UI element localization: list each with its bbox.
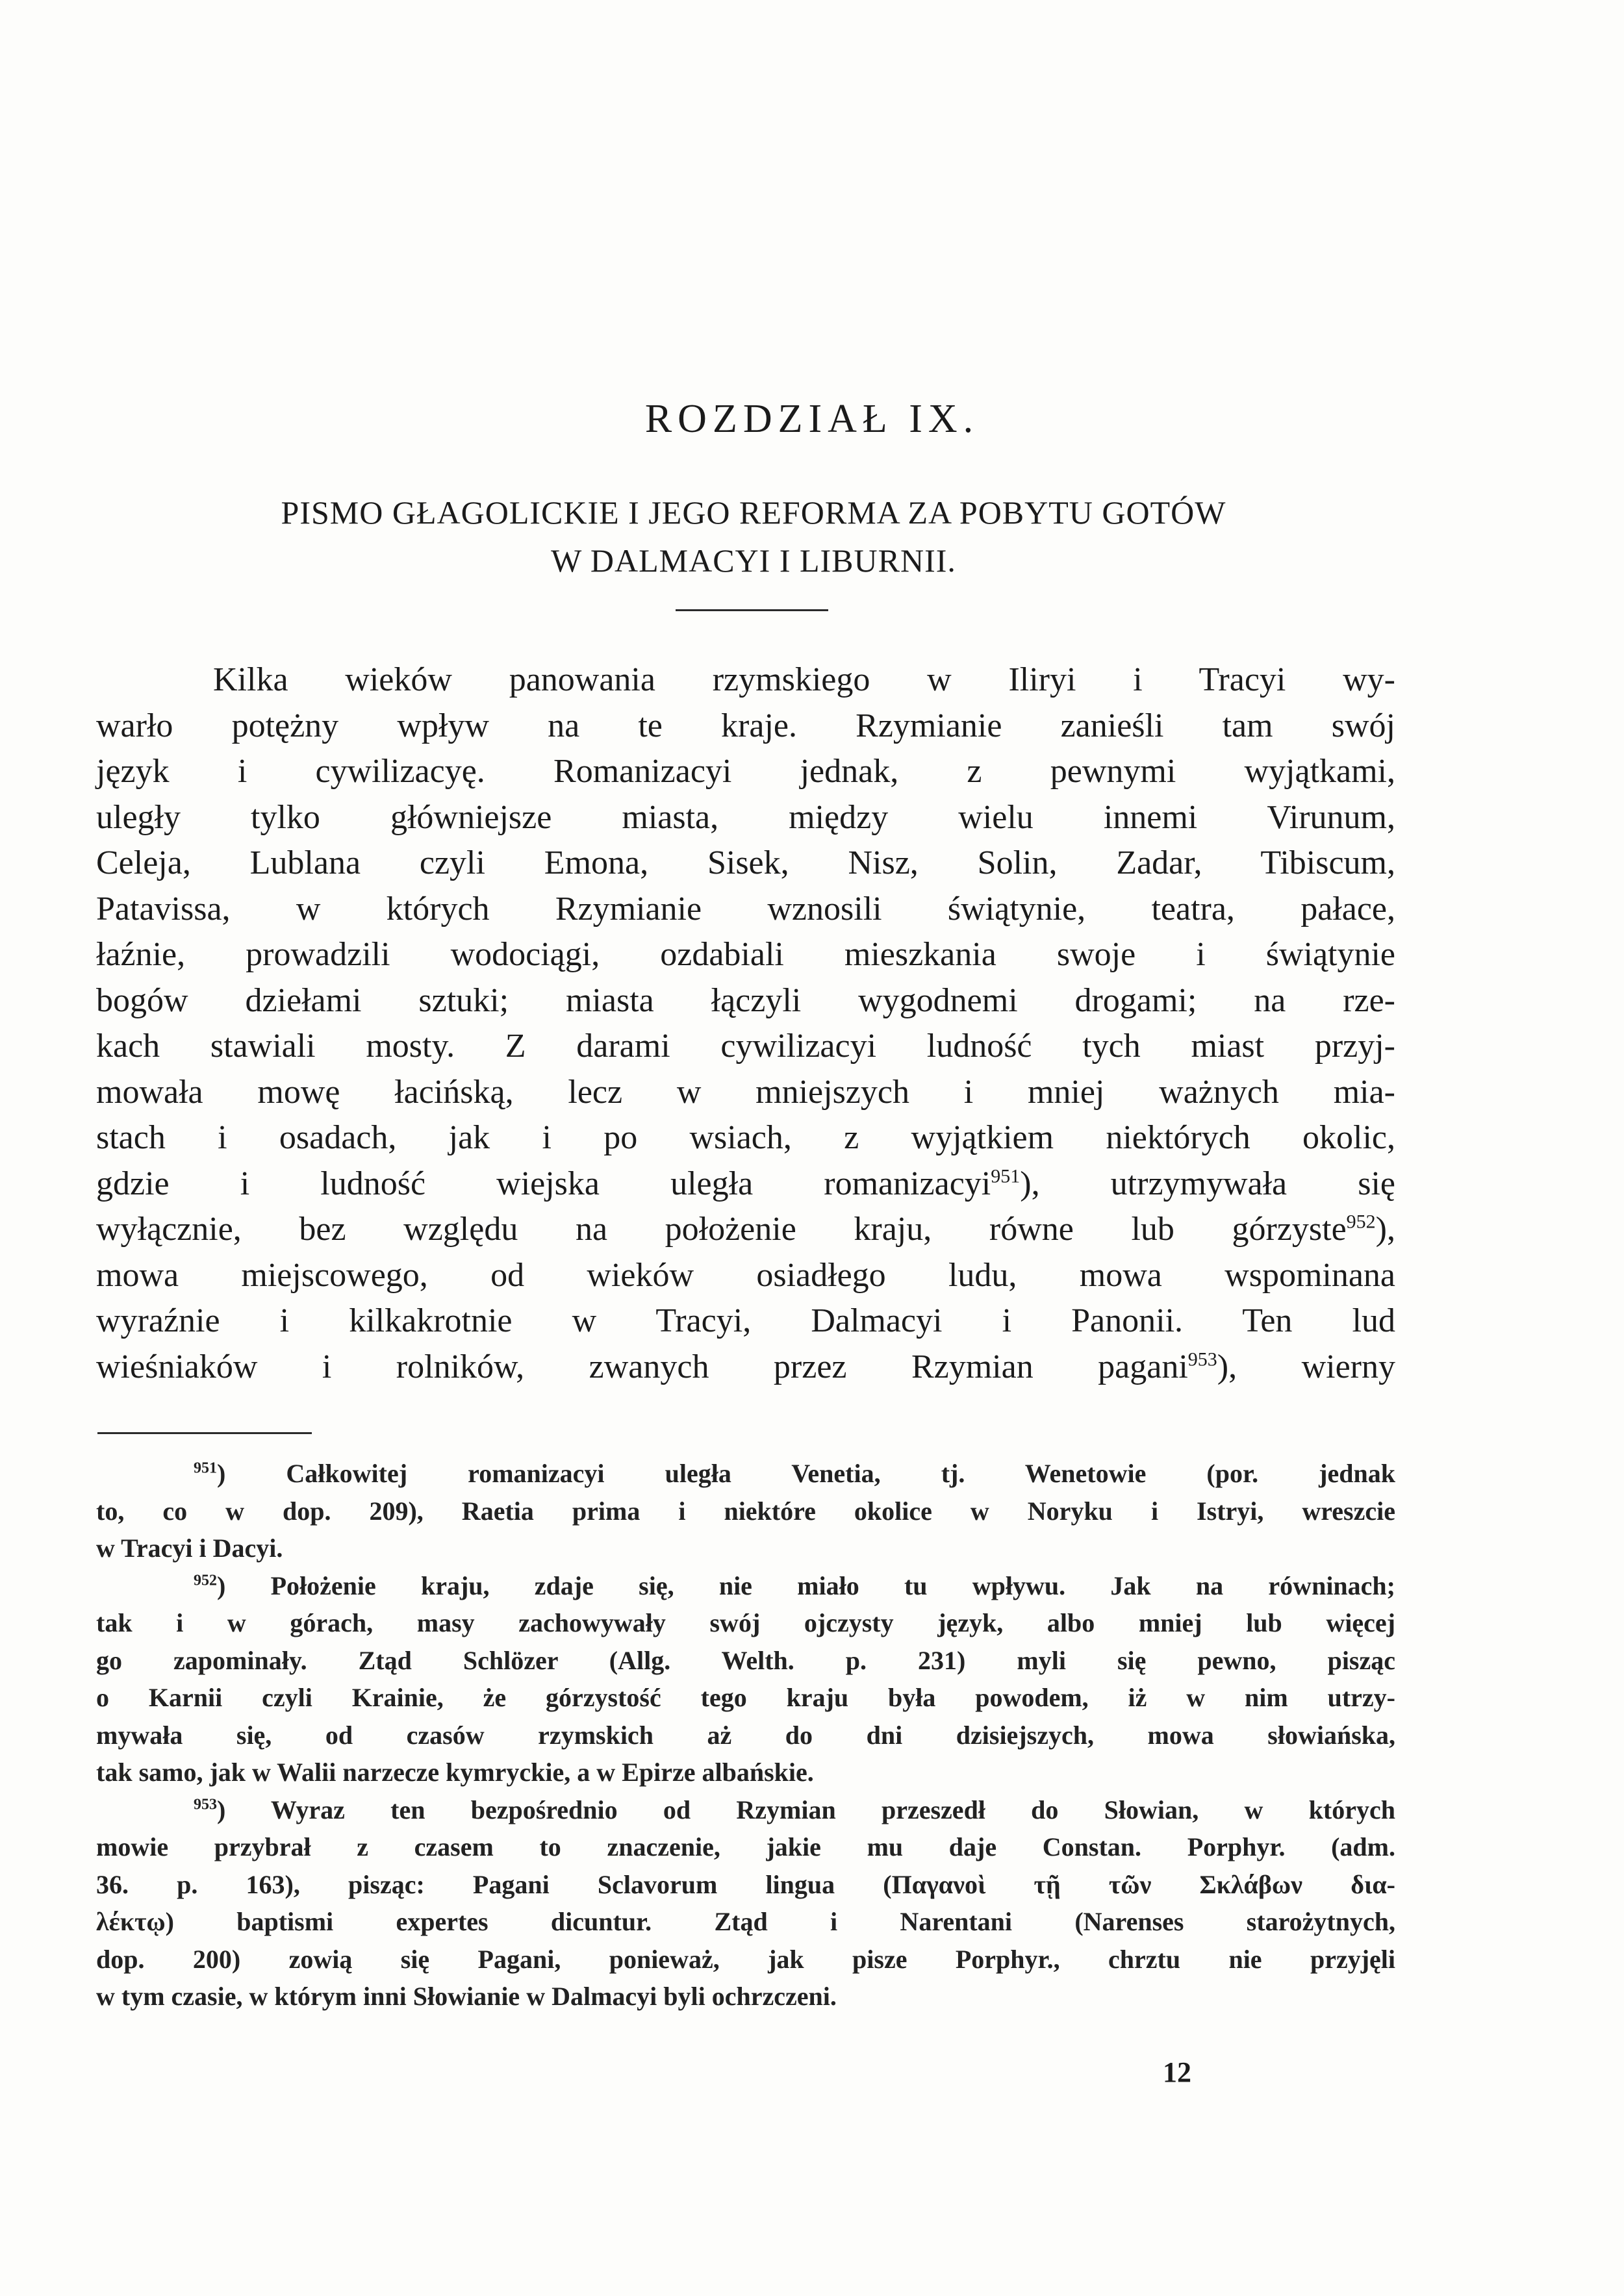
body-line: uległy tylko główniejsze miasta, między wielu innemi Virunum, (96, 798, 1395, 836)
body-line: Celeja, Lublana czyli Emona, Sisek, Nisz, Solin, Zadar, Tibiscum, (96, 844, 1395, 881)
footnote-line: dop. 200) zowią się Pagani, ponieważ, jak pisze Porphyr., chrztu nie przyjęli (96, 1944, 1395, 1974)
body-line: język i cywilizacyę. Romanizacyi jednak, z pewnymi wyjątkami, (96, 753, 1395, 790)
body-line: Kilka wieków panowania rzymskiego w Iliryi i Tracyi wy- (213, 661, 1395, 698)
footnote-line: w Tracyi i Dacyi. (96, 1533, 283, 1563)
body-line: gdzie i ludność wiejska uległa romanizacyi$^{951}$), utrzymywała się (96, 1165, 1395, 1202)
body-line: wyłącznie, bez względu na położenie kraju, równe lub górzyste$^{952}$), (96, 1211, 1395, 1248)
footnote-line: mywała się, od czasów rzymskich aż do dni dzisiejszych, mowa słowiańska, (96, 1720, 1395, 1750)
body-line: kach stawiali mosty. Z darami cywilizacyi ludność tych miast przyj- (96, 1028, 1395, 1065)
footnote-line: 36. p. 163), pisząc: Pagani Sclavorum lingua (Παγανοὶ τῇ τῶν Σκλάβων δια- (96, 1869, 1395, 1899)
footnotes (96, 1455, 1395, 2015)
body-line: mowa miejscowego, od wieków osiadłego ludu, mowa wspominana (96, 1256, 1395, 1294)
footnote-line: tak samo, jak w Walii narzecze kymryckie, a w Epirze albańskie. (96, 1758, 814, 1787)
body-line: Patavissa, w których Rzymianie wznosili świątynie, teatra, pałace, (96, 890, 1395, 927)
footnote-line: $^{953}$) Wyraz ten bezpośrednio od Rzymian przeszedł do Słowian, w których (194, 1795, 1395, 1824)
footnote-line: o Karnii czyli Krainie, że górzystość tego kraju była powodem, iż w nim utrzy- (96, 1683, 1395, 1712)
footnote-number: 951 (194, 1459, 217, 1477)
body-line: bogów dziełami sztuki; miasta łączyli wygodnemi drogami; na rze- (96, 981, 1395, 1019)
footnote-number: 953 (194, 1796, 217, 1813)
body-line: stach i osadach, jak i po wsiach, z wyjątkiem niektórych okolic, (96, 1119, 1395, 1156)
body-line: łaźnie, prowadzili wodociągi, ozdabiali mieszkania swoje i świątynie (96, 936, 1395, 973)
body-paragraph (96, 657, 1395, 1390)
body-line: wieśniaków i rolników, zwanych przez Rzymian pagani$^{953}$), wierny (96, 1348, 1395, 1385)
footnote-ref: 951 (991, 1165, 1021, 1187)
body-line: mowała mowę łacińską, lecz w mniejszych i mniej ważnych mia- (96, 1073, 1395, 1111)
chapter-heading: ROZDZIAŁ IX. (644, 397, 980, 441)
footnote-line: tak i w górach, masy zachowywały swój ojczysty język, albo mniej lub więcej (96, 1608, 1395, 1637)
body-line: warło potężny wpływ na te kraje. Rzymianie zanieśli tam swój (96, 707, 1395, 744)
footnote-separator (97, 1432, 312, 1434)
chapter-title-line: PISMO GŁAGOLICKIE I JEGO REFORMA ZA POBYTU GOTÓW (281, 494, 1226, 531)
footnote-line: to, co w dop. 209), Raetia prima i niektóre okolice w Noryku i Istryi, wreszcie (96, 1496, 1395, 1526)
title-divider (676, 609, 828, 611)
footnote-line: $^{951}$) Całkowitej romanizacyi uległa Venetia, tj. Wenetowie (por. jednak (194, 1459, 1395, 1488)
footnote-ref: 953 (1187, 1348, 1217, 1370)
body-line: wyraźnie i kilkakrotnie w Tracyi, Dalmacyi i Panonii. Ten lud (96, 1302, 1395, 1339)
footnote-line: λέκτῳ) baptismi expertes dicuntur. Ztąd i Narentani (Narenses starożytnych, (96, 1907, 1395, 1936)
footnote-line: mowie przybrał z czasem to znaczenie, jakie mu daje Constan. Porphyr. (adm. (96, 1832, 1395, 1861)
footnote-line: w tym czasie, w którym inni Słowianie w Dalmacyi byli ochrzczeni. (96, 1982, 837, 2011)
footnote-line: $^{952}$) Położenie kraju, zdaje się, nie miało tu wpływu. Jak na równinach; (194, 1571, 1395, 1600)
chapter-title-line: W DALMACYI I LIBURNII. (551, 542, 956, 579)
footnote-line: go zapominały. Ztąd Schlözer (Allg. Welth. p. 231) myli się pewno, pisząc (96, 1645, 1395, 1675)
footnote-number: 952 (194, 1572, 217, 1589)
footnote-ref: 952 (1346, 1211, 1376, 1233)
chapter-title (97, 488, 1410, 585)
page-number: 12 (1163, 2056, 1191, 2088)
